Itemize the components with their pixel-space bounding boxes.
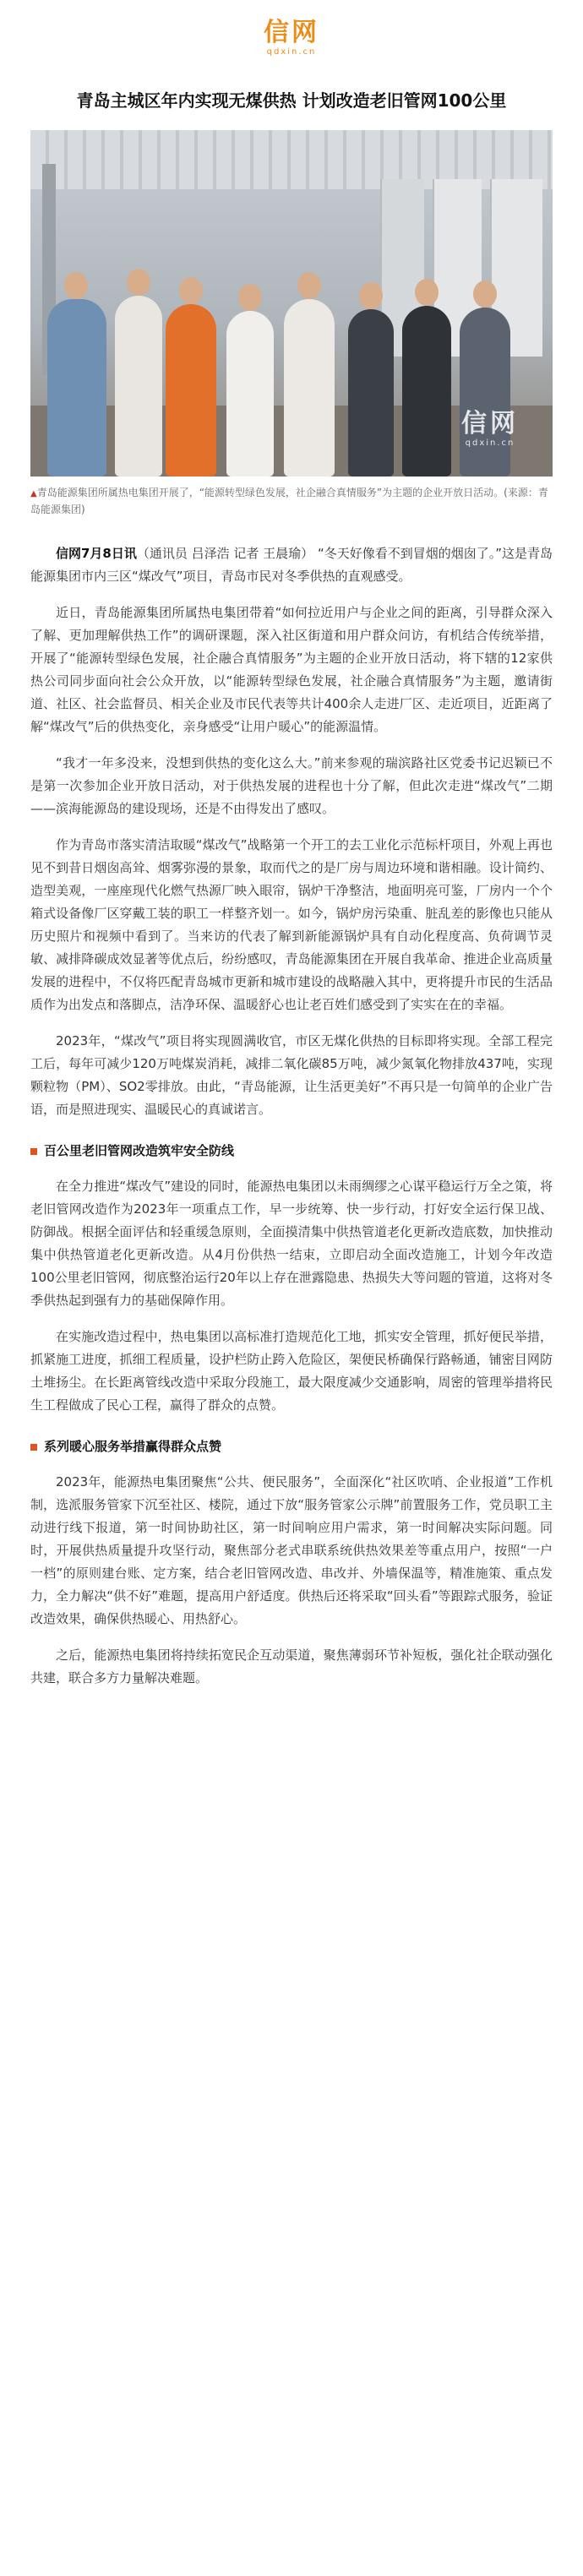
photo-person: [166, 304, 216, 477]
article-body: [30, 542, 553, 1690]
photo-person: [460, 308, 510, 477]
photo-person: [402, 306, 451, 477]
section-heading: [30, 1140, 553, 1162]
section-bullet-icon: [30, 1444, 37, 1451]
photo-person-head: [473, 280, 497, 308]
section-heading-text: 百公里老旧管网改造筑牢安全防线: [44, 1143, 235, 1158]
photo-person-head: [64, 272, 88, 299]
photo-person-head: [297, 272, 321, 299]
article-paragraph: 近日，青岛能源集团所属热电集团带着“如何拉近用户与企业之间的距离，引导群众深入了解、更加理解供热工作”的调研课题，深入社区街道和用户群众问访，有机结合传统举措，开展了“能源转型绿色发展，社企融合真情服务”为主题的企业开放日活动，将下辖的12家供热公司同步面向社会公众开放，以“能源转型绿色发展，社企融合真情服务”为主题，邀请街道、社区、社会监督员、相关企业及市民代表等共计400余人走进厂区、走近项目，近距离了解“煤改气”后的供热变化，亲身感受“让用户暖心”的能源温情。: [30, 605, 553, 734]
photo-person-head: [238, 284, 262, 311]
article-paragraph: 作为青岛市落实清洁取暖“煤改气”战略第一个开工的去工业化示范标杆项目，外观上再也见不到昔日烟囱高耸、烟雾弥漫的景象，取而代之的是厂房与周边环境和谐相融。设计简约、造型美观，一座座现代化燃气热源厂映入眼帘，锅炉干净整洁，地面明亮可鉴，厂房内一个个箱式设备像厂区穿戴工装的职工一样整齐划一。如今，锅炉房污染重、脏乱差的影像也只能从历史照片和视频中看到了。当来访的代表了解到新能源锅炉具有自动化程度高、负荷调节灵敏、减排降碳成效显著等优点后，纷纷感叹，青岛能源集团在开展自我革命、推进企业高质量发展的进程中，不仅将匹配青岛城市更新和城市建设的战略融入其中，更将提升市民的生活品质作为出发点和落脚点，洁净环保、温暖舒心也让老百姓们感受到了实实在在的幸福。: [30, 837, 553, 1012]
article-paragraph: 2023年，能源热电集团聚焦“公共、便民服务”，全面深化“社区吹哨、企业报道”工作机制，选派服务管家下沉至社区、楼院，通过下放“服务管家公示牌”前置服务工作，党员职工主动进行线下报道，第一时间协助社区，第一时间响应用户需求，第一时间解决实际问题。同时，开展供热质量提升攻坚行动，聚焦部分老式串联系统供热效果差等重点用户，按照“一户一档”的原则建台账、定方案，结合老旧管网改造、串改并、外墙保温等，精准施策、重点发力，全力解决“供不好”难题，提高用户舒适度。供热后还将采取“回头看”等跟踪式服务，验证改造效果，确保供热暖心、用热舒心。: [30, 1474, 553, 1626]
masthead: [0, 0, 583, 66]
photo-watermark: [461, 410, 519, 448]
article-headline: 青岛主城区年内实现无煤供热 计划改造老旧管网100公里: [76, 90, 507, 111]
photo-person: [348, 309, 394, 477]
article-photo: [30, 130, 553, 477]
article-paragraph: [30, 542, 553, 588]
article-paragraph: 之后，能源热电集团将持续拓宽民企互动渠道，聚焦薄弱环节补短板，强化社企联动强化共建，联合多方力量解决难题。: [30, 1647, 553, 1686]
photo-person: [284, 299, 335, 477]
photo-caption: [30, 485, 553, 517]
photo-person: [47, 299, 106, 477]
photo-person: [115, 296, 162, 477]
article-paragraph: “我才一年多没来，没想到供热的变化这么大。”前来参观的瑞滨路社区党委书记迟颖已不是第一次参加企业开放日活动，对于供热发展的进程也十分了解，但此次走进“煤改气”二期——滨海能源岛的建设现场，还是不由得发出了感叹。: [30, 755, 553, 816]
article-lead-text: （通讯员 吕泽浩 记者 王晨瑜） “冬天好像看不到冒烟的烟囱了。”这是青岛能源集团市内三区“煤改气”项目，青岛市民对冬季供热的直观感受。: [30, 546, 553, 584]
article-paragraph: 在全力推进“煤改气”建设的同时，能源热电集团以未雨绸缪之心谋平稳运行万全之策，将老旧管网改造作为2023年一项重点工作，早一步统筹、快一步行动，打好安全运行保卫战、防御战。根据全面评估和轻重缓急原则，全面摸清集中供热管道老化更新改造底数，加快推动集中供热管道老化更新改造。从4月份供热一结束，立即启动全面改造施工，计划今年改造100公里老旧管网，彻底整治运行20年以上存在泄露隐患、热损失大等问题的管道，这将对冬季供热起到强有力的基础保障作用。: [30, 1179, 553, 1308]
photo-person-head: [359, 282, 383, 309]
photo-person-head: [415, 279, 439, 306]
article-dateline: 信网7月8日讯: [56, 546, 137, 561]
photo-person-head: [179, 277, 203, 304]
logo-domain: qdxin.cn: [266, 47, 317, 57]
photo-person-head: [127, 269, 150, 296]
article-paragraph: 在实施改造过程中，热电集团以高标准打造规范化工地，抓实安全管理，抓好便民举措，抓紧施工进度，抓细工程质量，设护栏防止跨入危险区，架便民桥确保行路畅通，铺密目网防土堆扬尘。在长距离管线改造中采取分段施工，最大限度减少交通影响，周密的管理举措将民生工程做成了民心工程，赢得了群众的点赞。: [30, 1329, 553, 1413]
logo-wordmark: 信网: [264, 18, 319, 47]
caption-text: 青岛能源集团所属热电集团开展了，“能源转型绿色发展，社企融合真情服务”为主题的企业开放日活动。(来源：青岛能源集团): [30, 487, 548, 515]
article-paragraph: 2023年，“煤改气”项目将实现圆满收官，市区无煤化供热的目标即将实现。全部工程完工后，每年可减少120万吨煤炭消耗，减排二氧化碳85万吨，减少氮氧化物排放437吨，实现颗粒物（PM）、SO2零排放。由此，“青岛能源，让生活更美好”不再只是一句简单的企业广告语，而是照进现实、温暖民心的真诚诺言。: [30, 1033, 553, 1117]
section-heading: [30, 1435, 553, 1457]
section-heading-text: 系列暖心服务举措赢得群众点赞: [44, 1439, 222, 1454]
section-bullet-icon: [30, 1148, 37, 1155]
photo-person: [226, 311, 274, 477]
watermark-wordmark: 信网: [461, 409, 519, 438]
watermark-domain: qdxin.cn: [465, 438, 515, 448]
triangle-icon: ▲: [30, 489, 37, 498]
site-logo[interactable]: [264, 19, 319, 57]
